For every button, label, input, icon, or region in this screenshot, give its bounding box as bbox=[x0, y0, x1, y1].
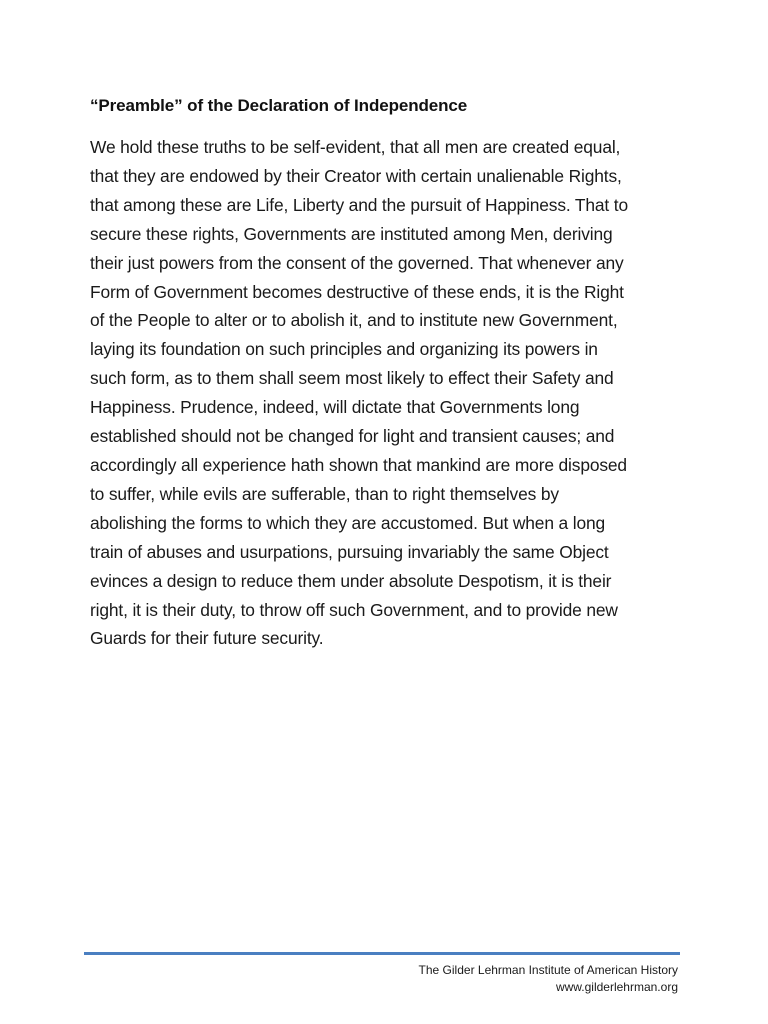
footer-divider bbox=[84, 952, 680, 955]
body-line: that they are endowed by their Creator with certain unalienable Rights, bbox=[90, 165, 622, 186]
body-line: We hold these truths to be self-evident, that all men are created equal, bbox=[90, 137, 621, 157]
body-line: Form of Government becomes destructive of these ends, it is the Right bbox=[90, 281, 624, 302]
footer-institution: The Gilder Lehrman Institute of American History bbox=[418, 963, 678, 977]
body-line: abolishing the forms to which they are accustomed. But when a long bbox=[90, 512, 606, 533]
document-body bbox=[90, 133, 690, 653]
body-line: such form, as to them shall seem most likely to effect their Safety and bbox=[90, 368, 614, 389]
page-footer bbox=[278, 962, 678, 996]
body-line: established should not be changed for light and transient causes; and bbox=[90, 426, 615, 447]
body-line: that among these are Life, Liberty and the pursuit of Happiness. That to bbox=[90, 194, 628, 215]
body-line: Happiness. Prudence, indeed, will dictate that Governments long bbox=[90, 397, 580, 418]
body-line: accordingly all experience hath shown that mankind are more disposed bbox=[90, 454, 627, 475]
body-line: evinces a design to reduce them under absolute Despotism, it is their bbox=[90, 570, 612, 591]
footer-website[interactable]: www.gilderlehrman.org bbox=[555, 980, 678, 994]
body-line: train of abuses and usurpations, pursuing invariably the same Object bbox=[90, 541, 609, 562]
body-line: of the People to alter or to abolish it, and to institute new Government, bbox=[90, 310, 618, 331]
body-line: laying its foundation on such principles and organizing its powers in bbox=[90, 339, 598, 360]
body-line: their just powers from the consent of the governed. That whenever any bbox=[90, 252, 624, 273]
body-line: Guards for their future security. bbox=[90, 628, 324, 649]
document-title: “Preamble” of the Declaration of Independence bbox=[90, 96, 468, 115]
body-line: to suffer, while evils are sufferable, than to right themselves by bbox=[90, 483, 559, 504]
body-line: right, it is their duty, to throw off such Government, and to provide new bbox=[90, 599, 618, 620]
body-line: secure these rights, Governments are instituted among Men, deriving bbox=[90, 223, 613, 244]
